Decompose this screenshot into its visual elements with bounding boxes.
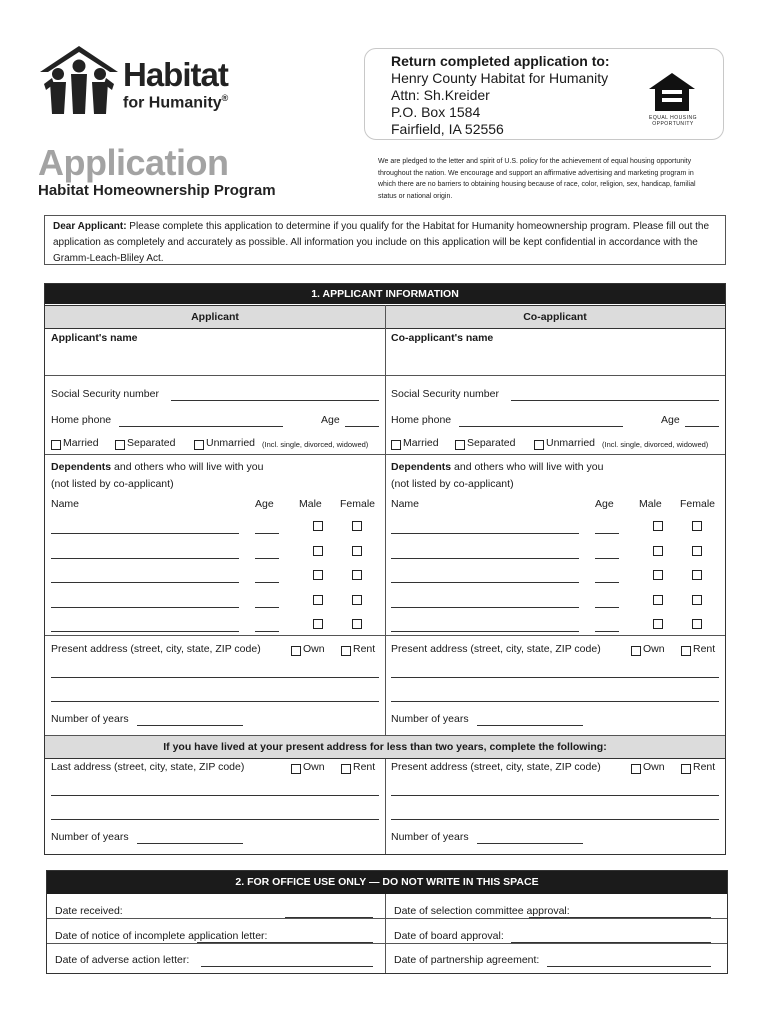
dependent-male-checkbox[interactable] [313,570,323,580]
separated-label: Separated [467,437,516,449]
return-title: Return completed application to: [391,53,610,69]
office-right-field[interactable] [547,966,711,967]
age-label: Age [321,414,340,426]
unmarried-note: (Incl. single, divorced, widowed) [262,440,369,449]
years-field[interactable] [137,843,243,844]
return-line: Attn: Sh.Kreider [391,87,490,103]
dependent-age-field[interactable] [595,533,619,534]
last-own-label: Own [303,761,325,773]
dependent-female-checkbox[interactable] [692,546,702,556]
return-line: P.O. Box 1584 [391,104,481,120]
years-field[interactable] [477,725,583,726]
section1-heading: 1. APPLICANT INFORMATION [45,284,725,304]
last-own-label: Own [643,761,665,773]
age-label: Age [661,414,680,426]
dependent-male-checkbox[interactable] [313,595,323,605]
office-left-field[interactable] [201,966,373,967]
section2-heading: 2. FOR OFFICE USE ONLY — DO NOT WRITE IN THIS SPACE [47,871,727,894]
dependent-female-checkbox[interactable] [692,595,702,605]
married-label: Married [403,437,439,449]
dependent-name-field[interactable] [51,558,239,559]
eho-caption: EQUAL HOUSING OPPORTUNITY [649,115,697,127]
dependents-bold: Dependents [391,461,452,473]
present-address-field[interactable] [51,677,379,678]
last-address-field[interactable] [391,819,719,820]
present-own-checkbox[interactable] [291,646,301,656]
two-years-note: If you have lived at your present address for less than two years, complete the following: [45,736,725,759]
unmarried-checkbox[interactable] [194,440,204,450]
last-rent-checkbox[interactable] [341,764,351,774]
years-field[interactable] [477,843,583,844]
years-label: Number of years [51,713,129,725]
present-address-label: Present address (street, city, state, ZIP code) [391,643,601,655]
return-line: Fairfield, IA 52556 [391,121,504,137]
office-left-field[interactable] [197,942,373,943]
dependents-col-female: Female [680,498,716,510]
equal-housing-icon [647,71,697,113]
dependent-female-checkbox[interactable] [692,521,702,531]
office-use-section [46,870,728,974]
office-right-label: Date of selection committee approval: [394,905,570,917]
dependent-male-checkbox[interactable] [653,619,663,629]
dependents-note: (not listed by co-applicant) [51,478,174,490]
ssn-label: Social Security number [51,388,159,400]
last-own-checkbox[interactable] [631,764,641,774]
habitat-house-icon [38,44,120,116]
dependents-label [391,461,603,473]
dependent-name-field[interactable] [51,533,239,534]
last-address-field[interactable] [391,795,719,796]
dependents-col-name: Name [51,498,80,510]
dependent-age-field[interactable] [595,582,619,583]
applicant-information-section [44,283,726,855]
dependent-age-field[interactable] [255,607,279,608]
dependents-bold: Dependents [51,461,112,473]
logo-brand-line1: Habitat [123,56,228,93]
dependents-rest: and others who will live with you [111,461,264,473]
present-rent-label: Rent [353,643,376,655]
present-address-field[interactable] [51,701,379,702]
dependent-name-field[interactable] [391,533,579,534]
coapplicant-column-head: Co-applicant [523,311,587,323]
dependent-male-checkbox[interactable] [653,595,663,605]
age-field[interactable] [685,426,719,427]
dependent-female-checkbox[interactable] [352,595,362,605]
dependent-age-field[interactable] [255,558,279,559]
dependent-name-field[interactable] [51,607,239,608]
dependents-col-female: Female [340,498,376,510]
habitat-logo [38,44,248,116]
present-rent-checkbox[interactable] [341,646,351,656]
last-own-checkbox[interactable] [291,764,301,774]
unmarried-label: Unmarried [206,437,256,449]
name-label: Applicant's name [51,332,138,344]
dependent-female-checkbox[interactable] [352,619,362,629]
dependent-female-checkbox[interactable] [352,570,362,580]
return-line: Henry County Habitat for Humanity [391,70,609,86]
office-right-field[interactable] [529,917,711,918]
coapplicant-column [391,284,721,854]
separated-checkbox[interactable] [455,440,465,450]
dependents-col-name: Name [391,498,420,510]
office-left-label: Date of notice of incomplete application letter: [55,929,268,942]
column-divider [385,305,386,854]
unmarried-note: (Incl. single, divorced, widowed) [602,440,709,449]
home-phone-field[interactable] [119,426,283,427]
applicant-column [51,284,381,854]
dependent-male-checkbox[interactable] [313,546,323,556]
dependents-note: (not listed by co-applicant) [391,478,514,490]
years-label: Number of years [51,831,129,843]
dependent-name-field[interactable] [51,582,239,583]
dependent-name-field[interactable] [391,607,579,608]
last-address-field[interactable] [51,819,379,820]
age-field[interactable] [345,426,379,427]
dependent-male-checkbox[interactable] [653,521,663,531]
dependent-name-field[interactable] [391,558,579,559]
dependents-col-age: Age [255,498,274,510]
dependent-female-checkbox[interactable] [352,521,362,531]
present-address-field[interactable] [391,701,719,702]
office-right-field[interactable] [511,942,711,943]
last-address-label: Last address (street, city, state, ZIP code) [51,761,245,773]
dependent-female-checkbox[interactable] [692,619,702,629]
instructions-text: Dear Applicant: Please complete this application to determine if you qualify for the Habitat for Humanity homeownership program. Please fill out the application as completely and accurately as possible. All information you include on this application will be kept confidential in accordance with the Gramm-Leach-Bliley Act. [53,221,710,264]
separated-label: Separated [127,437,176,449]
equal-housing-logo [647,71,697,129]
ssn-field[interactable] [511,400,719,401]
dependent-age-field[interactable] [255,533,279,534]
dependents-rest: and others who will live with you [451,461,604,473]
page-title: Application [38,142,229,183]
present-address-field[interactable] [391,677,719,678]
dependent-name-field[interactable] [391,582,579,583]
last-rent-label: Rent [353,761,376,773]
married-label: Married [63,437,99,449]
dependent-age-field[interactable] [595,558,619,559]
equal-housing-policy: We are pledged to the letter and spirit of U.S. policy for the achievement of equal housing opportunity throughout the nation. We encourage and support an affirmative advertising and marketing program in which there are no barriers to obtaining housing because of race, color, religion, sex, handicap, familial status or national origin. [378,158,696,200]
last-address-label: Present address (street, city, state, ZIP code) [391,761,601,773]
office-left-label: Date received: [55,905,123,917]
row-rule [47,918,727,919]
name-label: Co-applicant's name [391,332,494,344]
dependent-male-checkbox[interactable] [653,546,663,556]
married-checkbox[interactable] [51,440,61,450]
last-rent-checkbox[interactable] [681,764,691,774]
ssn-field[interactable] [171,400,379,401]
present-own-label: Own [643,643,665,655]
home-phone-label: Home phone [391,414,452,426]
last-address-field[interactable] [51,795,379,796]
last-rent-label: Rent [693,761,716,773]
home-phone-label: Home phone [51,414,112,426]
return-address-box [364,48,724,140]
dependent-male-checkbox[interactable] [313,619,323,629]
office-left-label: Date of adverse action letter: [55,954,190,966]
present-rent-checkbox[interactable] [681,646,691,656]
separated-checkbox[interactable] [115,440,125,450]
row-rule [47,943,727,944]
page-subtitle: Habitat Homeownership Program [38,182,276,199]
married-checkbox[interactable] [391,440,401,450]
dependent-male-checkbox[interactable] [653,570,663,580]
unmarried-label: Unmarried [546,437,596,449]
office-left-field[interactable] [285,917,373,918]
dependent-male-checkbox[interactable] [313,521,323,531]
present-own-checkbox[interactable] [631,646,641,656]
office-right-label: Date of partnership agreement: [394,954,540,966]
dependent-age-field[interactable] [595,607,619,608]
dependents-col-male: Male [639,498,662,510]
dependent-age-field[interactable] [595,631,619,632]
home-phone-field[interactable] [459,426,623,427]
dependent-female-checkbox[interactable] [692,570,702,580]
years-label: Number of years [391,831,469,843]
unmarried-checkbox[interactable] [534,440,544,450]
dependent-age-field[interactable] [255,631,279,632]
dependent-female-checkbox[interactable] [352,546,362,556]
column-divider [385,894,386,973]
office-right-label: Date of board approval: [394,929,504,942]
dependent-name-field[interactable] [391,631,579,632]
ssn-label: Social Security number [391,388,499,400]
present-address-label: Present address (street, city, state, ZIP code) [51,643,261,655]
dependents-col-age: Age [595,498,614,510]
years-field[interactable] [137,725,243,726]
present-own-label: Own [303,643,325,655]
years-label: Number of years [391,713,469,725]
instructions-box [44,215,726,265]
dependents-label [51,461,263,473]
present-rent-label: Rent [693,643,716,655]
dependent-age-field[interactable] [255,582,279,583]
logo-brand-line2: for Humanity® [123,93,229,112]
applicant-column-head: Applicant [191,311,239,323]
dependent-name-field[interactable] [51,631,239,632]
dependents-col-male: Male [299,498,322,510]
